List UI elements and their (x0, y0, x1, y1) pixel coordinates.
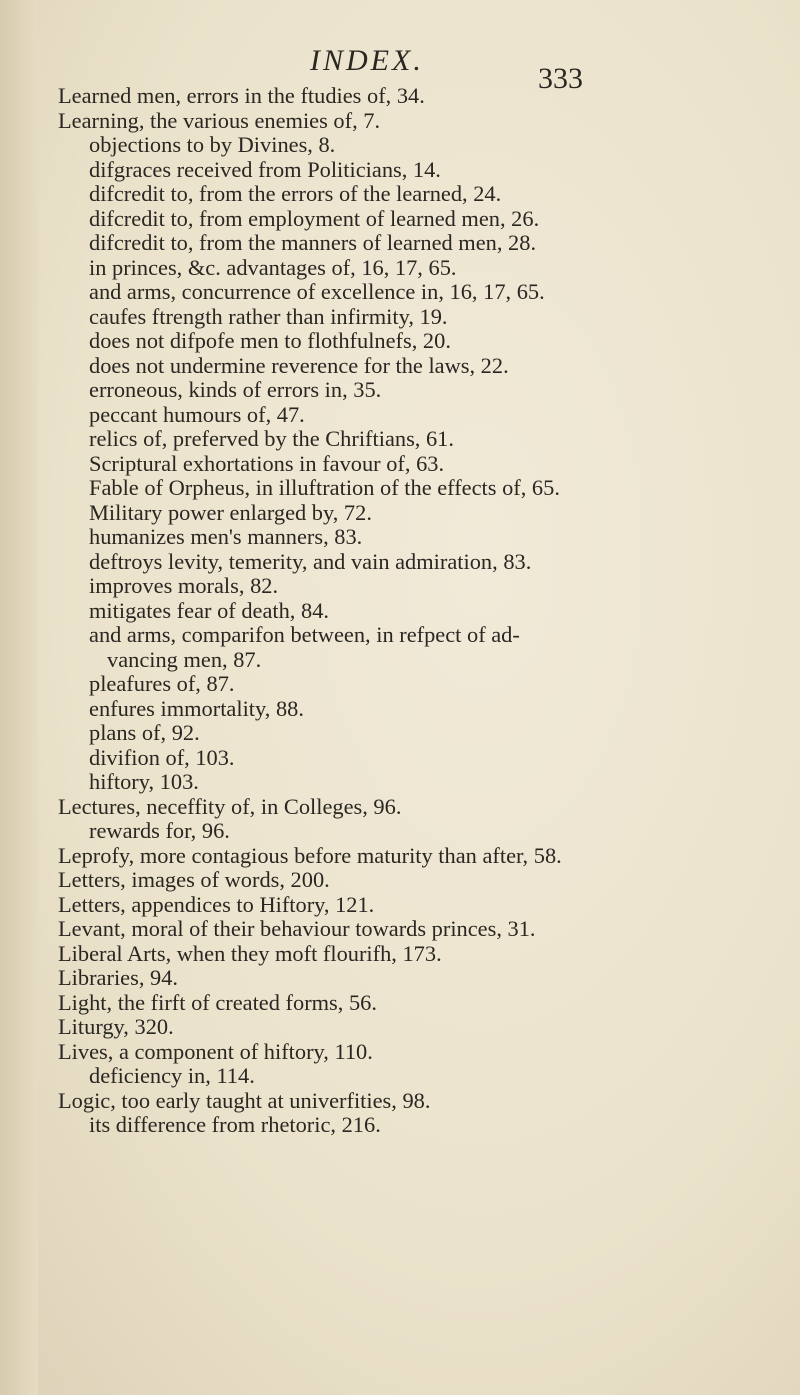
page-gutter-shadow (0, 0, 38, 1395)
index-subentry: relics of, preferved by the Chriftians, 61. (89, 426, 454, 451)
index-subentry: difgraces received from Politicians, 14. (89, 156, 441, 182)
index-entry: Logic, too early taught at univerfities, 98. (58, 1087, 431, 1113)
index-subentry: its difference from rhetoric, 216. (89, 1112, 381, 1137)
index-subentry: Fable of Orpheus, in illuftration of the effects of, 65. (89, 475, 560, 500)
index-subentry: mitigates fear of death, 84. (89, 597, 329, 623)
index-subentry: difcredit to, from the manners of learned men, 28. (89, 230, 537, 255)
index-subentry: improves morals, 82. (89, 573, 279, 598)
page-number: 333 (538, 62, 583, 95)
index-subentry: enfures immortality, 88. (89, 695, 304, 721)
index-entry: Liturgy, 320. (58, 1014, 174, 1039)
index-subentry: Scriptural exhortations in favour of, 63. (89, 450, 445, 476)
index-entry: Leprofy, more contagious before maturity than after, 58. (58, 842, 562, 868)
index-subentry: does not undermine reverence for the laws, 22. (89, 352, 509, 378)
index-subentry: and arms, concurrence of excellence in, 16, 17, 65. (89, 279, 545, 304)
index-subentry: rewards for, 96. (89, 818, 230, 843)
index-entry: Lectures, neceffity of, in Colleges, 96. (58, 793, 402, 819)
index-subentry: plans of, 92. (89, 720, 200, 745)
index-subentry: in princes, &c. advantages of, 16, 17, 65. (89, 254, 457, 280)
index-entry: Light, the firft of created forms, 56. (58, 989, 377, 1015)
index-entry: Libraries, 94. (58, 965, 178, 990)
index-entry: Levant, moral of their behaviour towards princes, 31. (58, 916, 536, 941)
index-subentry: deftroys levity, temerity, and vain admiration, 83. (89, 548, 532, 574)
index-subentry: difcredit to, from the errors of the learned, 24. (89, 181, 502, 206)
index-entries (58, 84, 778, 1138)
index-subentry: peccant humours of, 47. (89, 401, 305, 427)
index-subentry: does not difpofe men to flothfulnefs, 20. (89, 328, 451, 353)
index-subentry: humanizes men's manners, 83. (89, 524, 363, 549)
index-subentry: and arms, comparifon between, in refpect of ad- (89, 622, 520, 647)
running-title: INDEX. (310, 44, 424, 77)
page-header (0, 40, 800, 95)
index-entry: Letters, images of words, 200. (58, 867, 330, 892)
index-subentry: pleafures of, 87. (89, 671, 235, 696)
index-subentry: Military power enlarged by, 72. (89, 499, 372, 525)
index-subentry: deficiency in, 114. (89, 1063, 255, 1088)
index-subentry: difcredit to, from employment of learned men, 26. (89, 205, 540, 231)
index-subentry: hiftory, 103. (89, 769, 199, 794)
index-subentry: vancing men, 87. (107, 646, 262, 672)
index-entry: Liberal Arts, when they moft flourifh, 173. (58, 940, 442, 966)
index-subentry: erroneous, kinds of errors in, 35. (89, 377, 382, 402)
index-entry: Learned men, errors in the ftudies of, 34. (58, 83, 425, 108)
index-subentry: caufes ftrength rather than infirmity, 19. (89, 303, 448, 329)
index-entry: Letters, appendices to Hiftory, 121. (58, 891, 375, 917)
index-entry: Learning, the various enemies of, 7. (58, 107, 381, 133)
index-subentry: objections to by Divines, 8. (89, 132, 336, 157)
index-subentry: divifion of, 103. (89, 744, 235, 770)
index-entry: Lives, a component of hiftory, 110. (58, 1038, 373, 1064)
